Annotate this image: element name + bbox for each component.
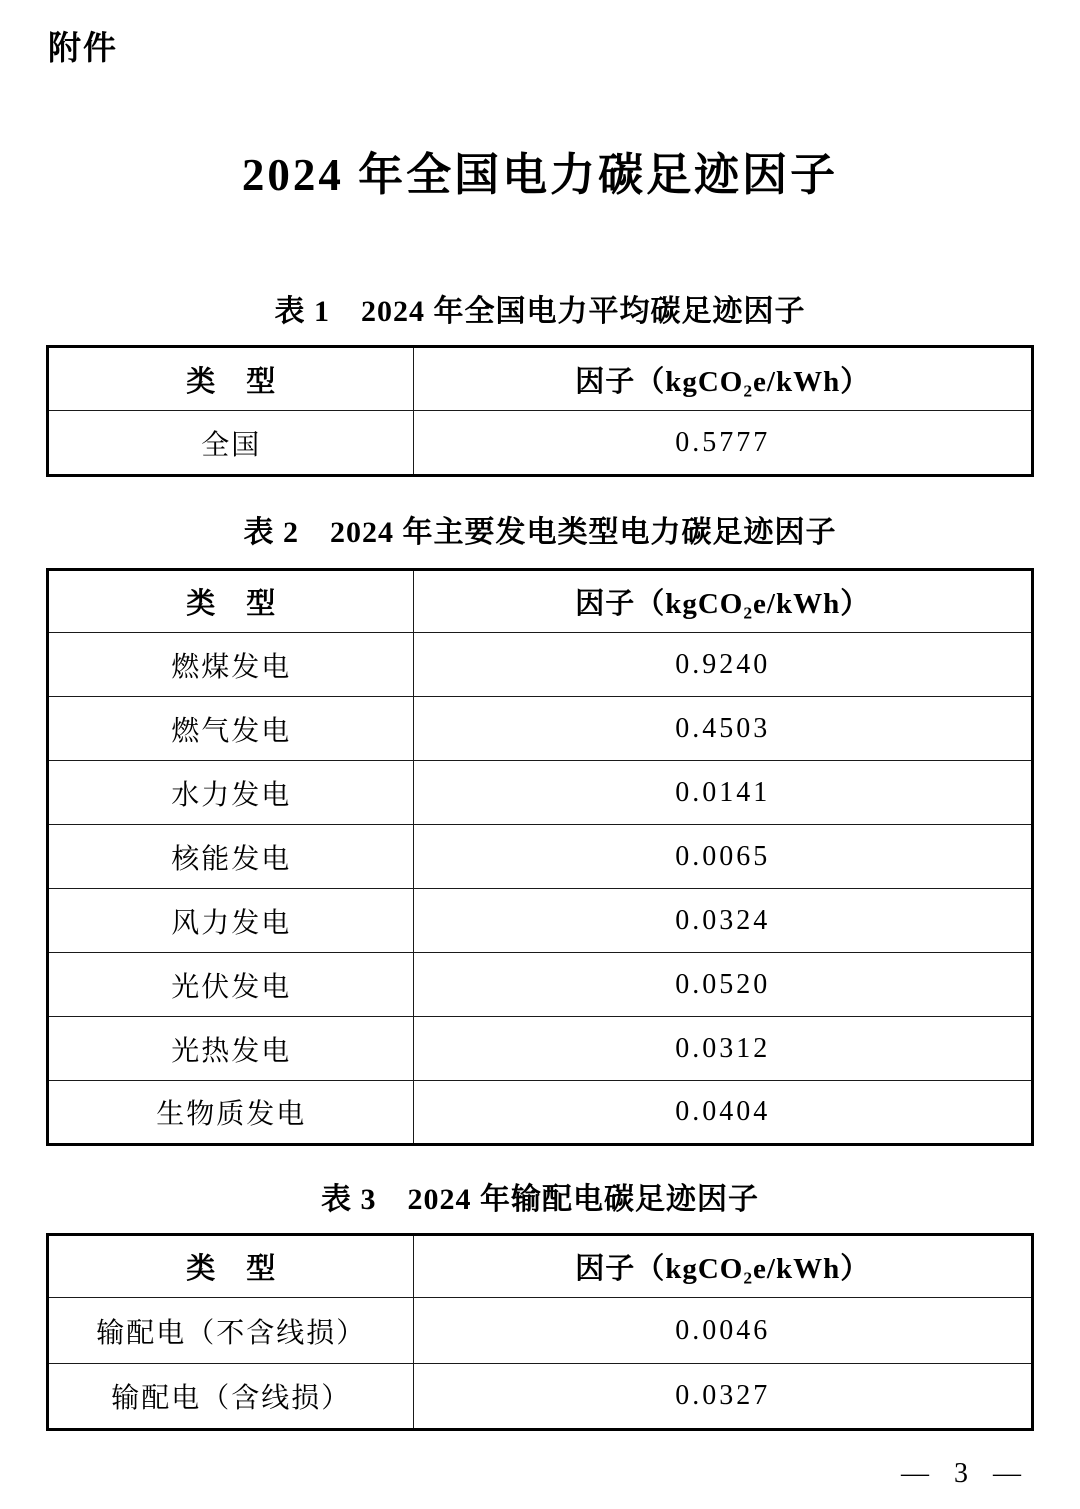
type-cell: 光伏发电 [48,953,414,1017]
factor-cell: 0.0404 [414,1081,1033,1145]
document-title: 2024 年全国电力碳足迹因子 [241,150,839,200]
type-cell: 生物质发电 [48,1081,414,1145]
table-generation-type-factors [46,568,1034,1146]
table-row [48,1364,1033,1430]
table-header-row [48,347,1033,411]
table-transmission-distribution-factors [46,1233,1034,1431]
page-number: — 3 — [901,1458,1022,1489]
factor-cell: 0.0312 [414,1017,1033,1081]
type-cell: 输配电（不含线损） [48,1298,414,1364]
table-row [48,761,1033,825]
table-body [48,633,1033,1145]
table-row [48,1017,1033,1081]
factor-cell: 0.0046 [414,1298,1033,1364]
table-row [48,697,1033,761]
type-cell: 全国 [48,411,414,476]
type-cell: 水力发电 [48,761,414,825]
type-cell: 风力发电 [48,889,414,953]
attachment-label: 附件 [48,29,118,66]
factor-cell: 0.5777 [414,411,1033,476]
type-cell: 光热发电 [48,1017,414,1081]
factor-cell: 0.0065 [414,825,1033,889]
factor-cell: 0.0324 [414,889,1033,953]
column-header-type: 类 型 [48,570,414,633]
table-body [48,1298,1033,1430]
table-row [48,411,1033,476]
factor-cell: 0.0327 [414,1364,1033,1430]
type-cell: 输配电（含线损） [48,1364,414,1430]
table-row [48,953,1033,1017]
table-national-average-factor [46,345,1034,477]
table-row [48,825,1033,889]
factor-cell: 0.4503 [414,697,1033,761]
column-header-factor: 因子（kgCO₂e/kWh） [414,347,1033,411]
type-cell: 燃煤发电 [48,633,414,697]
column-header-factor: 因子（kgCO₂e/kWh） [414,570,1033,633]
type-cell: 核能发电 [48,825,414,889]
column-header-factor: 因子（kgCO₂e/kWh） [414,1235,1033,1298]
table-body [48,411,1033,476]
type-cell: 燃气发电 [48,697,414,761]
table-header-row [48,1235,1033,1298]
table2-caption: 表 2 2024 年主要发电类型电力碳足迹因子 [243,516,837,549]
table-row [48,889,1033,953]
factor-cell: 0.9240 [414,633,1033,697]
column-header-type: 类 型 [48,347,414,411]
table-row [48,1298,1033,1364]
factor-cell: 0.0141 [414,761,1033,825]
table3-caption: 表 3 2024 年输配电碳足迹因子 [321,1183,759,1216]
factor-cell: 0.0520 [414,953,1033,1017]
table-header-row [48,570,1033,633]
table-row [48,633,1033,697]
column-header-type: 类 型 [48,1235,414,1298]
table-row [48,1081,1033,1145]
table1-caption: 表 1 2024 年全国电力平均碳足迹因子 [274,295,806,328]
